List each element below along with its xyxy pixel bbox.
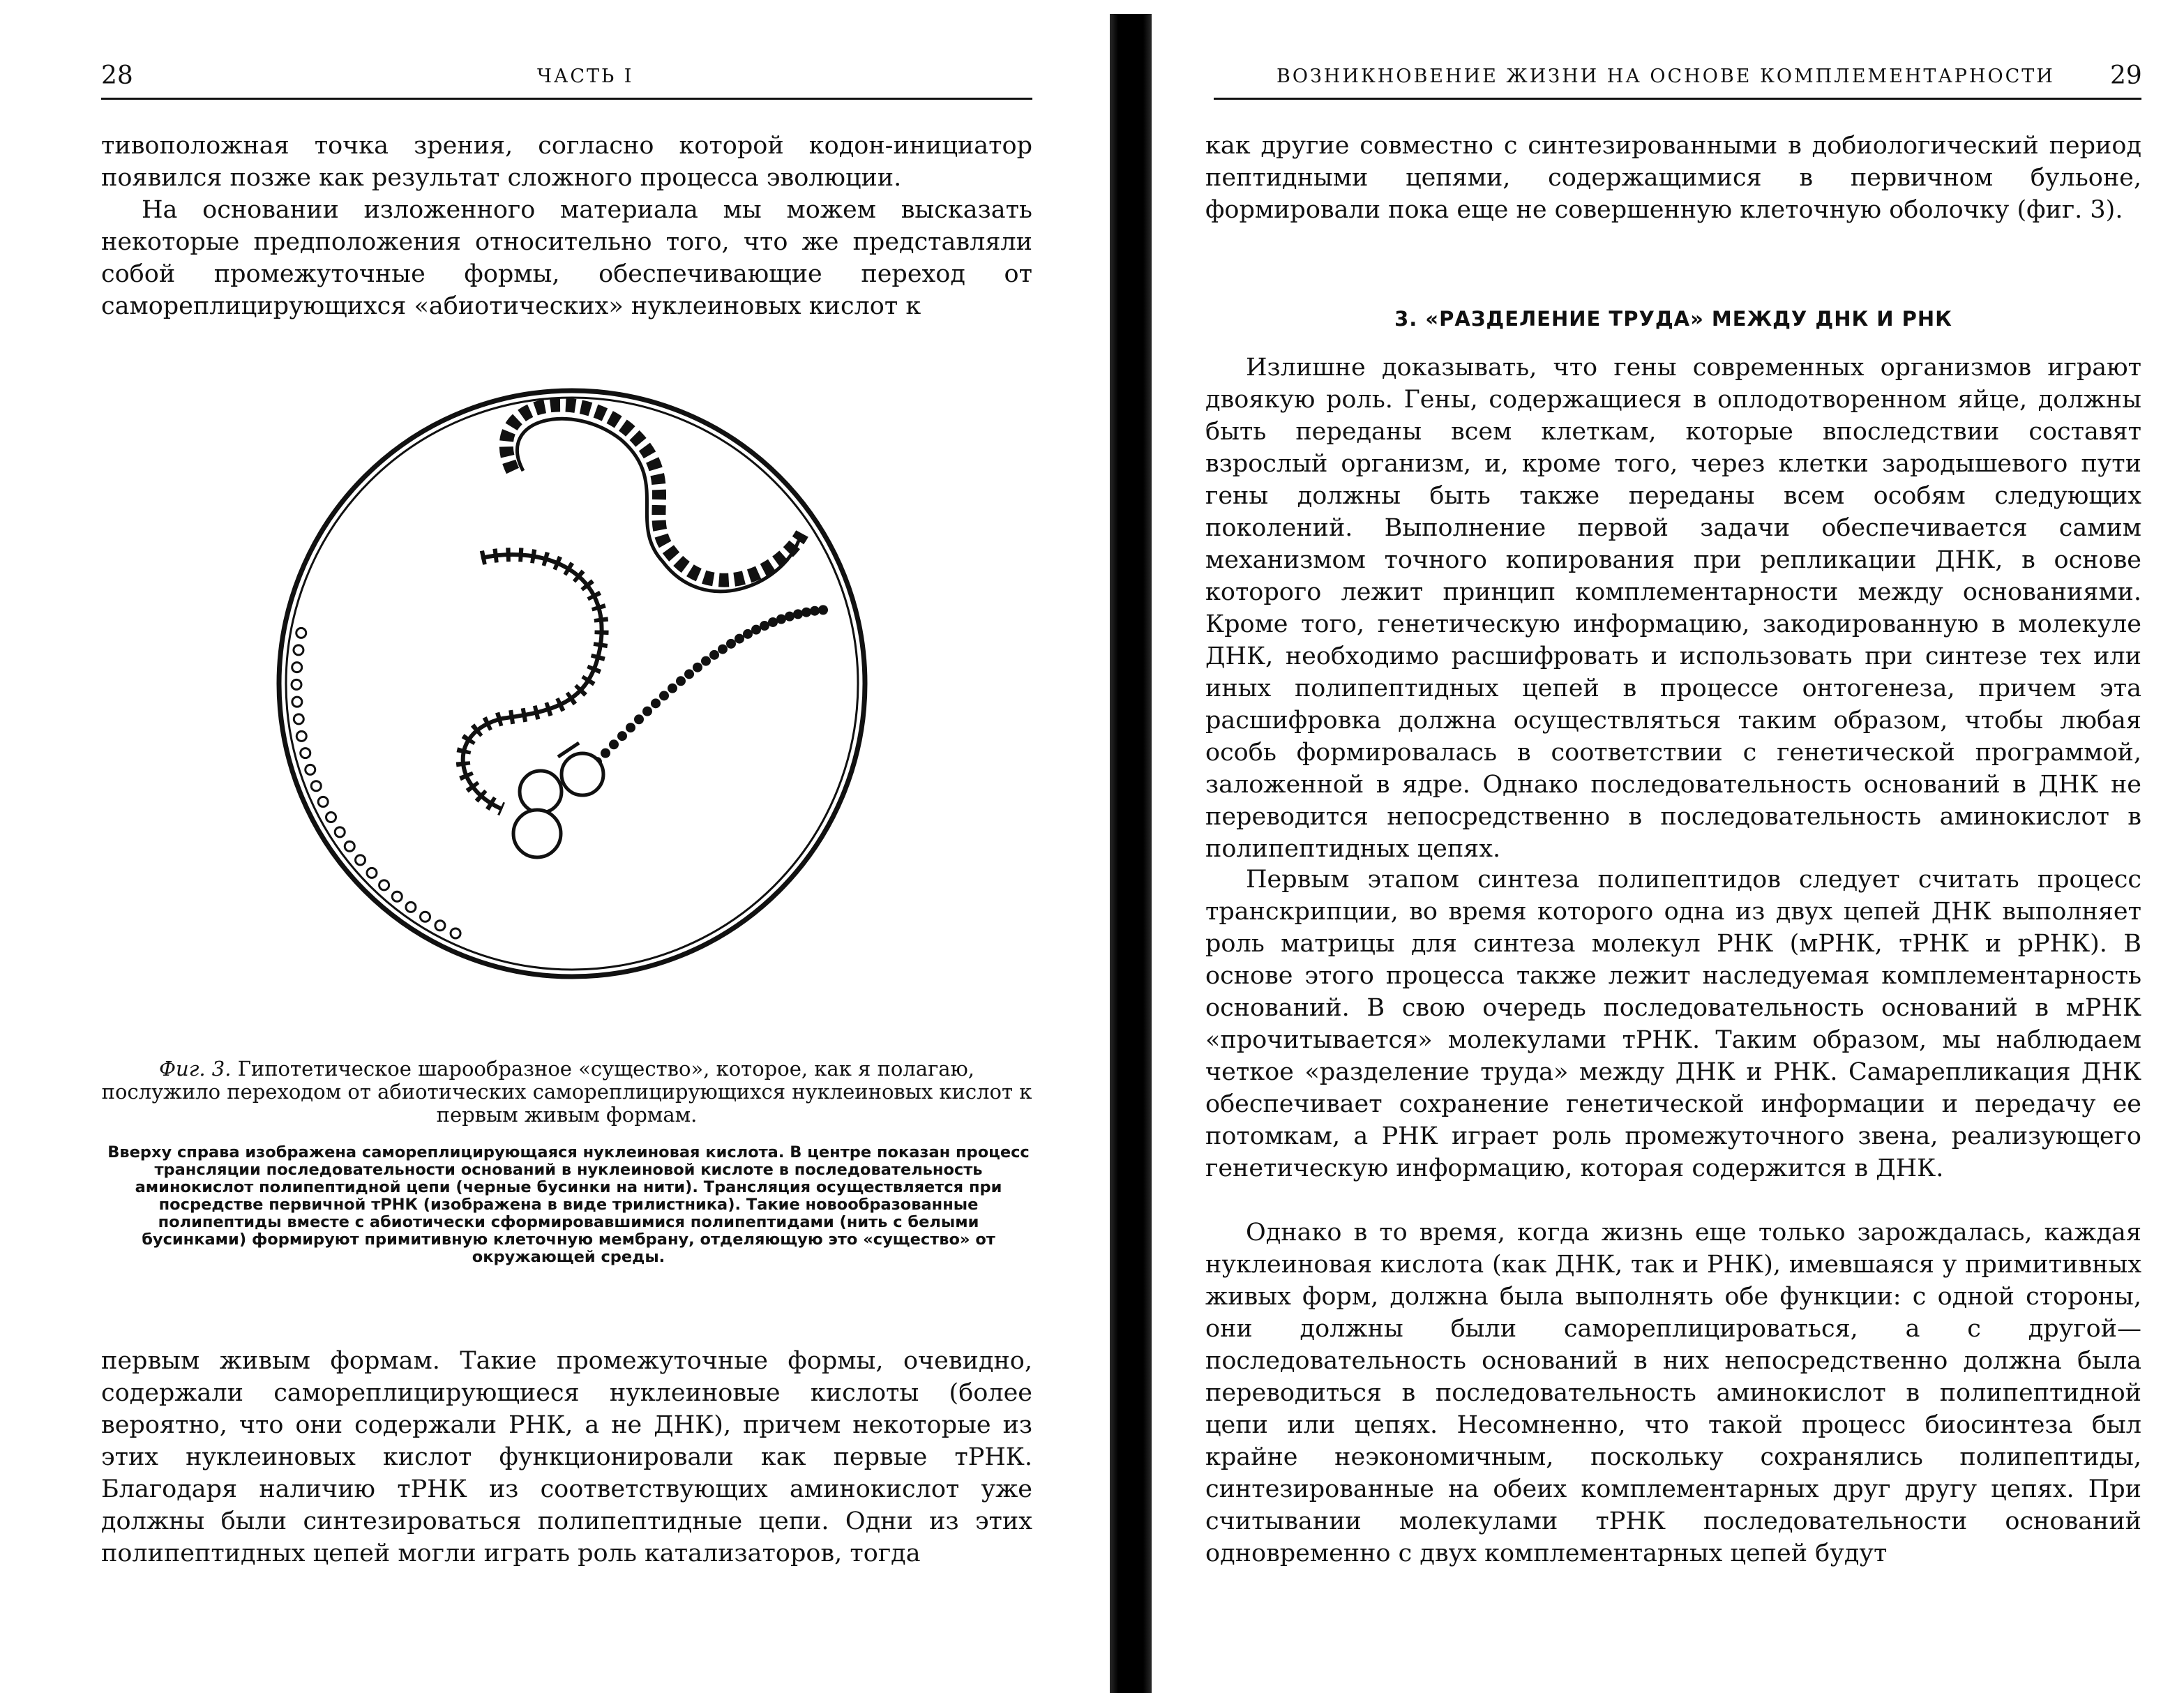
left-running-head: ЧАСТЬ I: [537, 66, 634, 87]
replicating-nucleic-acid: [506, 405, 802, 580]
right-page: [1151, 0, 2184, 1693]
figure-note: Вверху справа изображена самореплицирующаяся нуклеиновая кислота. В центре показан процесс трансляции последовательности оснований в нуклеиновой кислоте в последовательность аминокислот полипептидной цепи (черные бусинки на нити). Трансляция осуществляется при посредстве первичной тРНК (изображена в виде трилистника). Такие новообразованные полипептиды вместе с абиотически сформировавшимися полипептидами (нить с белыми бусинками) формируют примитивную клеточную мембрану, отделяющую это «существо» от окружающей среды.: [107, 1143, 1030, 1266]
left-page-header: [0, 61, 1109, 103]
trna-cloverleaf: [513, 743, 603, 857]
membrane-circle: [279, 391, 865, 977]
left-top-paragraph-2: На основании изложенного материала мы можем высказать некоторые предположения относительно того, что же представляли собой промежуточные формы, обеспечивающие переход от самореплицирующихся «абиотических» нуклеиновых кислот к: [101, 196, 1032, 320]
figure-3-illustration: [251, 356, 893, 1025]
left-header-rule: [101, 98, 1032, 100]
book-spine-gutter: [1110, 14, 1152, 1693]
right-page-number: 29: [2110, 61, 2142, 90]
right-running-head: ВОЗНИКНОВЕНИЕ ЖИЗНИ НА ОСНОВЕ КОМПЛЕМЕНТАРНОСТИ: [1276, 66, 2055, 87]
left-page-number: 28: [101, 61, 133, 90]
figure-caption: [101, 1058, 1032, 1127]
right-paragraph-2: Первым этапом синтеза полипептидов следует считать процесс транскрипции, во время которого одна из двух цепей ДНК выполняет роль матрицы для синтеза молекул РНК (мРНК, тРНК и рРНК). В основе этого процесса также лежит наследуемая комплементарность оснований. В свою очередь последовательность оснований в мРНК «прочитывается» молекулами тРНК. Таким образом, мы наблюдаем четкое «разделение труда» между ДНК и РНК. Самарепликация ДНК обеспечивает сохранение генетической информации и передачу ее потомкам, а РНК играет роль промежуточного звена, реализующего генетическую информацию, которая содержится в ДНК.: [1205, 866, 2141, 1182]
right-paragraph-1: Излишне доказывать, что гены современных организмов играют двоякую роль. Гены, содержащиеся в оплодотворенном яйце, должны быть переданы всем клеткам, которые впоследствии составят взрослый организм, и, кроме того, через клетки зародышевого пути гены должны быть также переданы всем особям следующих поколений. Выполнение первой задачи обеспечивается самим механизмом точного копирования при репликации ДНК, в основе которого лежит принцип комплементарности между основаниями. Кроме того, генетическую информацию, закодированную в молекуле ДНК, необходимо расшифровать и использовать при синтезе тех или иных полипептидных цепей в процессе онтогенеза, причем эта расшифровка должна осуществляться таким образом, чтобы любая особь формировалась в соответствии с генетической программой, заложенной в ядре. Однако последовательность оснований в ДНК не переводится непосредственно в последовательность аминокислот в полипептидных цепях.: [1205, 354, 2141, 863]
right-header-rule: [1214, 98, 2141, 100]
right-paragraph-3: Однако в то время, когда жизнь еще только зарождалась, каждая нуклеиновая кислота (как ДНК, так и РНК), имевшаяся у примитивных живых форм, должна была выполнять обе функции: с одной стороны, они должны были самореплицироваться, а с другой—последовательность оснований в них непосредственно должна была переводиться в последовательность аминокислот в полипептидной цепи или цепях. Несомненно, что такой процесс биосинтеза был крайне неэкономичным, поскольку сохранялись полипептиды, синтезированные на обеих комплементарных друг другу цепях. При считывании молекулами тРНК последовательности оснований одновременно с двух комплементарных цепей будут: [1205, 1219, 2141, 1567]
section-heading: 3. «РАЗДЕЛЕНИЕ ТРУДА» МЕЖДУ ДНК И РНК: [1394, 307, 1952, 331]
right-top-paragraph: как другие совместно с синтезированными в добиологический период пептидными цепями, содержащимися в первичном бульоне, формировали пока еще не совершенную клеточную оболочку (фиг. 3).: [1205, 132, 2141, 224]
figure-label: Фиг. 3.: [158, 1057, 232, 1081]
left-top-paragraph-1: тивоположная точка зрения, согласно которой кодон-инициатор появился позже как результат сложного процесса эволюции.: [101, 132, 1032, 192]
figure-caption-text: Гипотетическое шарообразное «существо», которое, как я полагаю, послужило переходом от абиотических самореплицирующихся нуклеиновых кислот к первым живым формам.: [101, 1057, 1032, 1127]
left-bottom-paragraph: первым живым формам. Такие промежуточные формы, очевидно, содержали самореплицирующиеся нуклеиновые кислоты (более вероятно, что они содержали РНК, а не ДНК), причем некоторые из этих нуклеиновых кислот функционировали как первые тРНК. Благодаря наличию тРНК из соответствующих аминокислот уже должны были синтезироваться полипептидные цепи. Одни из этих полипептидных цепей могли играть роль катализаторов, тогда: [101, 1347, 1032, 1567]
right-page-header: [1151, 61, 2184, 103]
